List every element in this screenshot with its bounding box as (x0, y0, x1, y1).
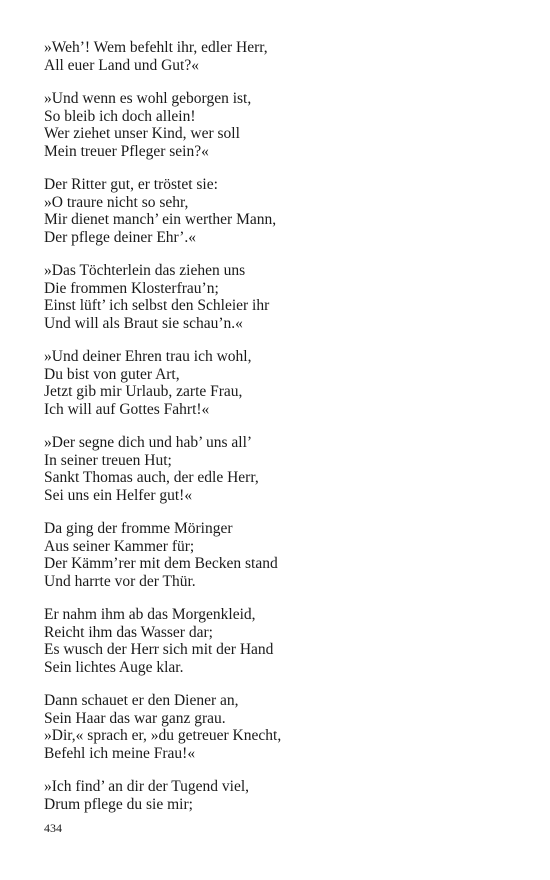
verse-line: Befehl ich meine Frau!« (44, 744, 196, 762)
verse-line: Sei uns ein Helfer gut!« (44, 486, 193, 504)
verse-line: »Dir,« sprach er, »du getreuer Knecht, (44, 727, 282, 744)
stanza-7 (44, 520, 524, 590)
verse-line: Drum pflege du sie mir; (44, 795, 193, 813)
verse-line: Der Ritter gut, er tröstet sie: (44, 176, 218, 193)
verse-line: Jetzt gib mir Urlaub, zarte Frau, (44, 383, 243, 400)
verse-line: All euer Land und Gut?« (44, 56, 199, 74)
verse-line: Sein Haar das war ganz grau. (44, 709, 226, 727)
verse-line: Da ging der fromme Möringer (44, 520, 233, 537)
verse-line: Aus seiner Kammer für; (44, 537, 195, 555)
verse-line: »Der segne dich und hab’ uns all’ (44, 434, 253, 451)
poem-text-body (44, 39, 524, 829)
verse-line: »Weh’! Wem befehlt ihr, edler Herr, (44, 39, 268, 56)
verse-line: Und harrte vor der Thür. (44, 572, 196, 590)
verse-line: So bleib ich doch allein! (44, 107, 196, 125)
verse-line: »Und wenn es wohl geborgen ist, (44, 90, 252, 107)
stanza-4 (44, 262, 524, 332)
verse-line: Wer ziehet unser Kind, wer soll (44, 125, 240, 142)
page-number: 434 (44, 821, 62, 835)
verse-line: Und will als Braut sie schau’n.« (44, 314, 243, 332)
stanza-10 (44, 778, 524, 813)
verse-line: Der pflege deiner Ehr’.« (44, 228, 197, 246)
verse-line: Du bist von guter Art, (44, 365, 180, 383)
verse-line: Ich will auf Gottes Fahrt!« (44, 400, 210, 418)
verse-line: »O traure nicht so sehr, (44, 193, 189, 211)
verse-line: Sankt Thomas auch, der edle Herr, (44, 469, 259, 486)
verse-line: Die frommen Klosterfrau’n; (44, 279, 219, 297)
verse-line: Einst lüft’ ich selbst den Schleier ihr (44, 297, 270, 314)
verse-line: Er nahm ihm ab das Morgenkleid, (44, 606, 256, 623)
stanza-9 (44, 692, 524, 762)
stanza-8 (44, 606, 524, 676)
stanza-5 (44, 348, 524, 418)
stanza-3 (44, 176, 524, 246)
verse-line: In seiner treuen Hut; (44, 451, 172, 469)
verse-line: »Ich find’ an dir der Tugend viel, (44, 778, 250, 795)
verse-line: Es wusch der Herr sich mit der Hand (44, 641, 274, 658)
stanza-6 (44, 434, 524, 504)
verse-line: »Und deiner Ehren trau ich wohl, (44, 348, 252, 365)
stanza-2 (44, 90, 524, 160)
verse-line: Dann schauet er den Diener an, (44, 692, 239, 709)
stanza-1 (44, 39, 524, 74)
verse-line: »Das Töchterlein das ziehen uns (44, 262, 246, 279)
verse-line: Mein treuer Pfleger sein?« (44, 142, 209, 160)
verse-line: Sein lichtes Auge klar. (44, 658, 184, 676)
verse-line: Mir dienet manch’ ein werther Mann, (44, 211, 277, 228)
verse-line: Der Kämm’rer mit dem Becken stand (44, 555, 278, 572)
verse-line: Reicht ihm das Wasser dar; (44, 623, 213, 641)
